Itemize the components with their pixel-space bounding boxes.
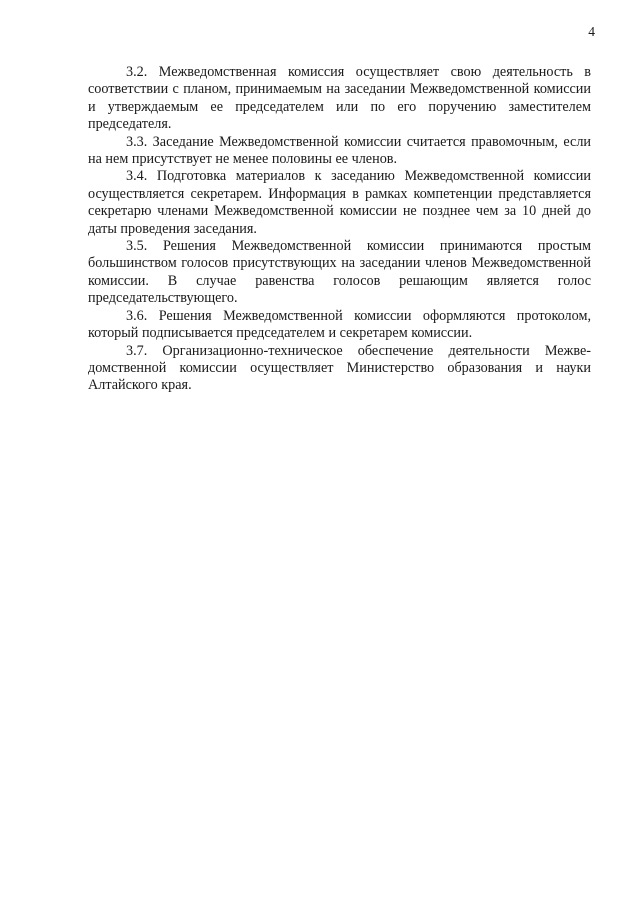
paragraph-3-3: 3.3. Заседание Межведомственной комиссии считается правомочным, если на нем присутствует не менее половины ее членов. [88,133,591,168]
paragraph-3-5: 3.5. Решения Межведомственной комиссии принимаются простым большинством голосов присутствующих на заседании членов Межведомственной комиссии. В случае равенства голосов решающим является голос председательствующего. [88,238,591,307]
paragraph-3-2: 3.2. Межведомственная комиссия осуществляет свою деятельность в соответствии с планом, принимаемым на заседании Межведомственной комиссии и утверждаемым ее председателем или по его поручению заместителем председателя. [88,64,591,133]
page-number: 4 [588,24,595,39]
document-body [88,64,591,395]
paragraph-3-7: 3.7. Организационно-техническое обеспечение деятельности Межве-домственной комиссии осуществляет Министерство образования и науки Алтайского края. [88,342,591,394]
paragraph-3-4: 3.4. Подготовка материалов к заседанию Межведомственной комиссии осуществляется секретарем. Информация в рамках компетенции представляется секретарю членами Межведомственной комиссии не позднее чем за 10 дней до даты проведения заседания. [88,168,591,237]
paragraph-3-6: 3.6. Решения Межведомственной комиссии оформляются протоколом, который подписывается председателем и секретарем комиссии. [88,307,591,342]
